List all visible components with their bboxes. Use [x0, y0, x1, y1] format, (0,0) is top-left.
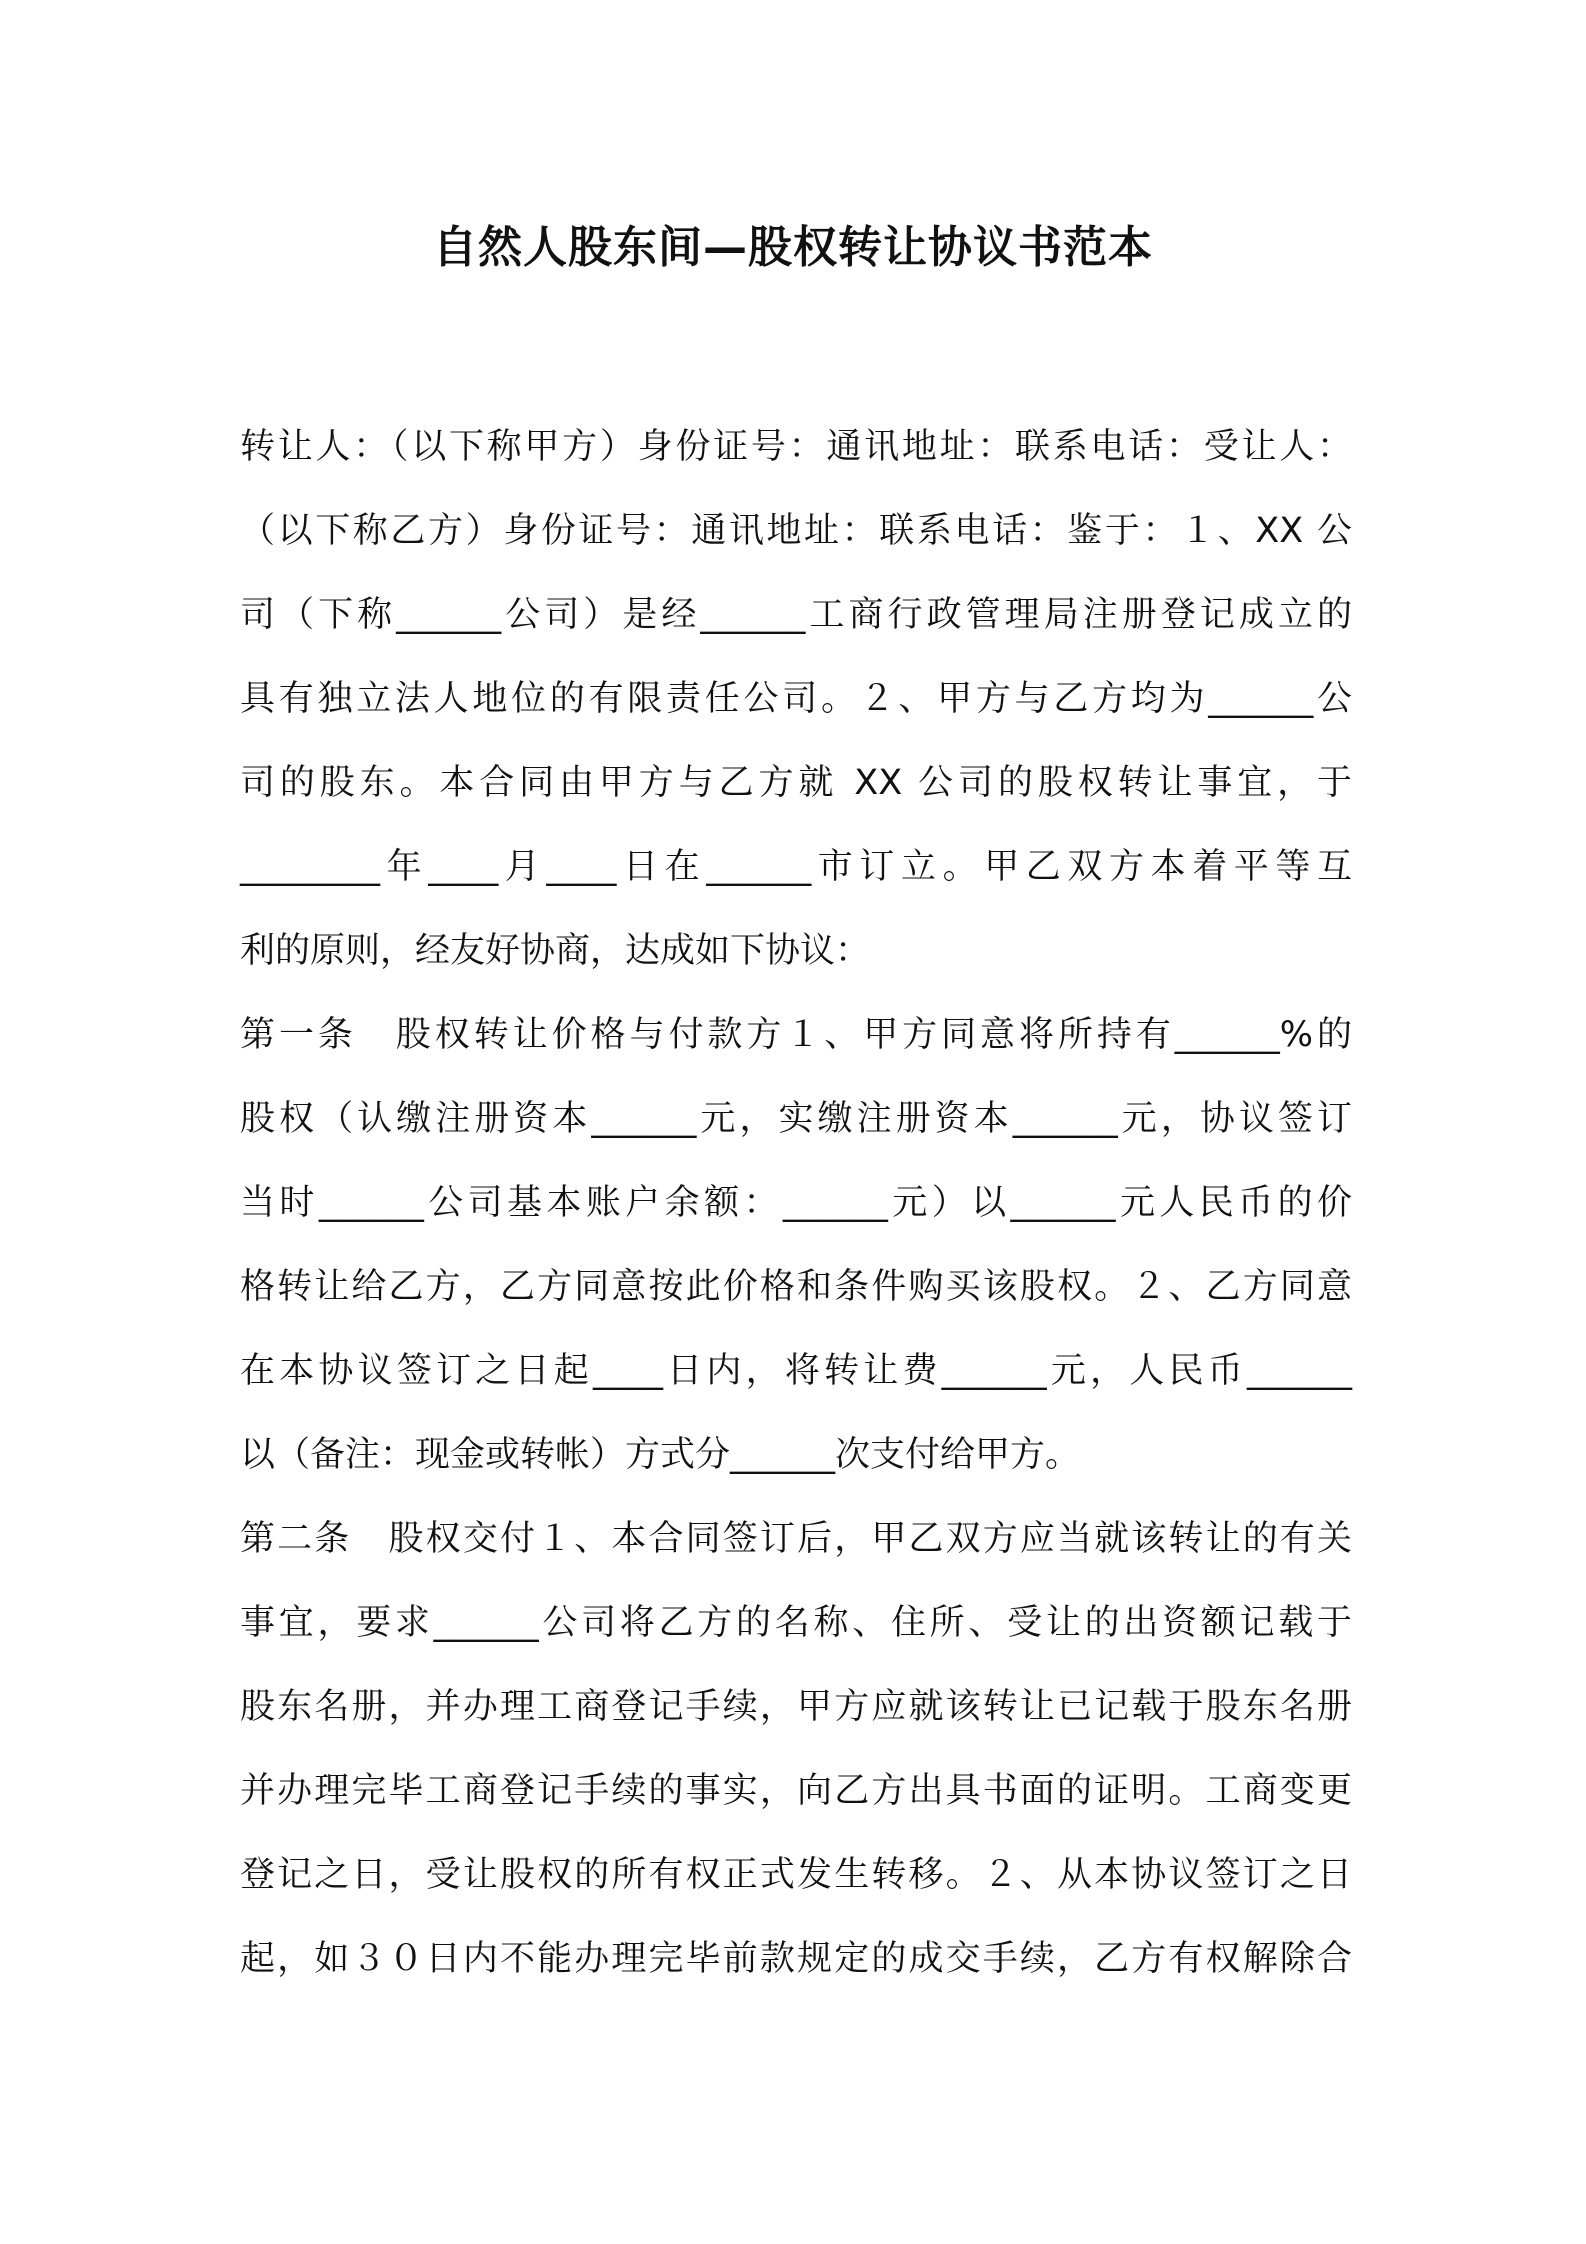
body-line: 以（备注：现金或转帐）方式分______次支付给甲方。	[240, 1435, 1081, 1475]
body-line: ________年____月____日在______市订立。甲乙双方本着平等互	[240, 847, 1352, 887]
article-2-heading-line: 第二条 股权交付１、本合同签订后，甲乙双方应当就该转让的有关	[240, 1519, 1352, 1559]
body-line: 登记之日，受让股权的所有权正式发生转移。２、从本协议签订之日	[240, 1855, 1352, 1895]
body-line: 在本协议签订之日起____日内，将转让费______元，人民币______	[240, 1351, 1352, 1391]
body-line: 事宜，要求______公司将乙方的名称、住所、受让的出资额记载于	[240, 1603, 1352, 1643]
document-title: 自然人股东间—股权转让协议书范本	[433, 222, 1153, 273]
document-body	[240, 405, 1352, 2001]
body-line: 起，如３０日内不能办理完毕前款规定的成交手续，乙方有权解除合	[240, 1939, 1352, 1979]
body-line: 格转让给乙方，乙方同意按此价格和条件购买该股权。２、乙方同意	[240, 1267, 1352, 1307]
body-line: 司（下称______公司）是经______工商行政管理局注册登记成立的	[240, 595, 1352, 635]
body-line: 股东名册，并办理工商登记手续，甲方应就该转让已记载于股东名册	[240, 1687, 1352, 1727]
body-line: （以下称乙方）身份证号：通讯地址：联系电话：鉴于：１、XX 公	[240, 511, 1352, 551]
body-line: 股权（认缴注册资本______元，实缴注册资本______元，协议签订	[240, 1099, 1352, 1139]
body-line: 司的股东。本合同由甲方与乙方就 XX 公司的股权转让事宜，于	[240, 763, 1352, 803]
body-line: 并办理完毕工商登记手续的事实，向乙方出具书面的证明。工商变更	[240, 1771, 1352, 1811]
article-1-heading-line: 第一条 股权转让价格与付款方１、甲方同意将所持有______%的	[240, 1015, 1352, 1055]
body-line: 转让人：（以下称甲方）身份证号：通讯地址：联系电话：受让人：	[240, 427, 1352, 467]
body-line: 当时______公司基本账户余额：______元）以______元人民币的价	[240, 1183, 1352, 1223]
body-line: 具有独立法人地位的有限责任公司。２、甲方与乙方均为______公	[240, 679, 1352, 719]
body-line: 利的原则，经友好协商，达成如下协议：	[240, 931, 871, 971]
